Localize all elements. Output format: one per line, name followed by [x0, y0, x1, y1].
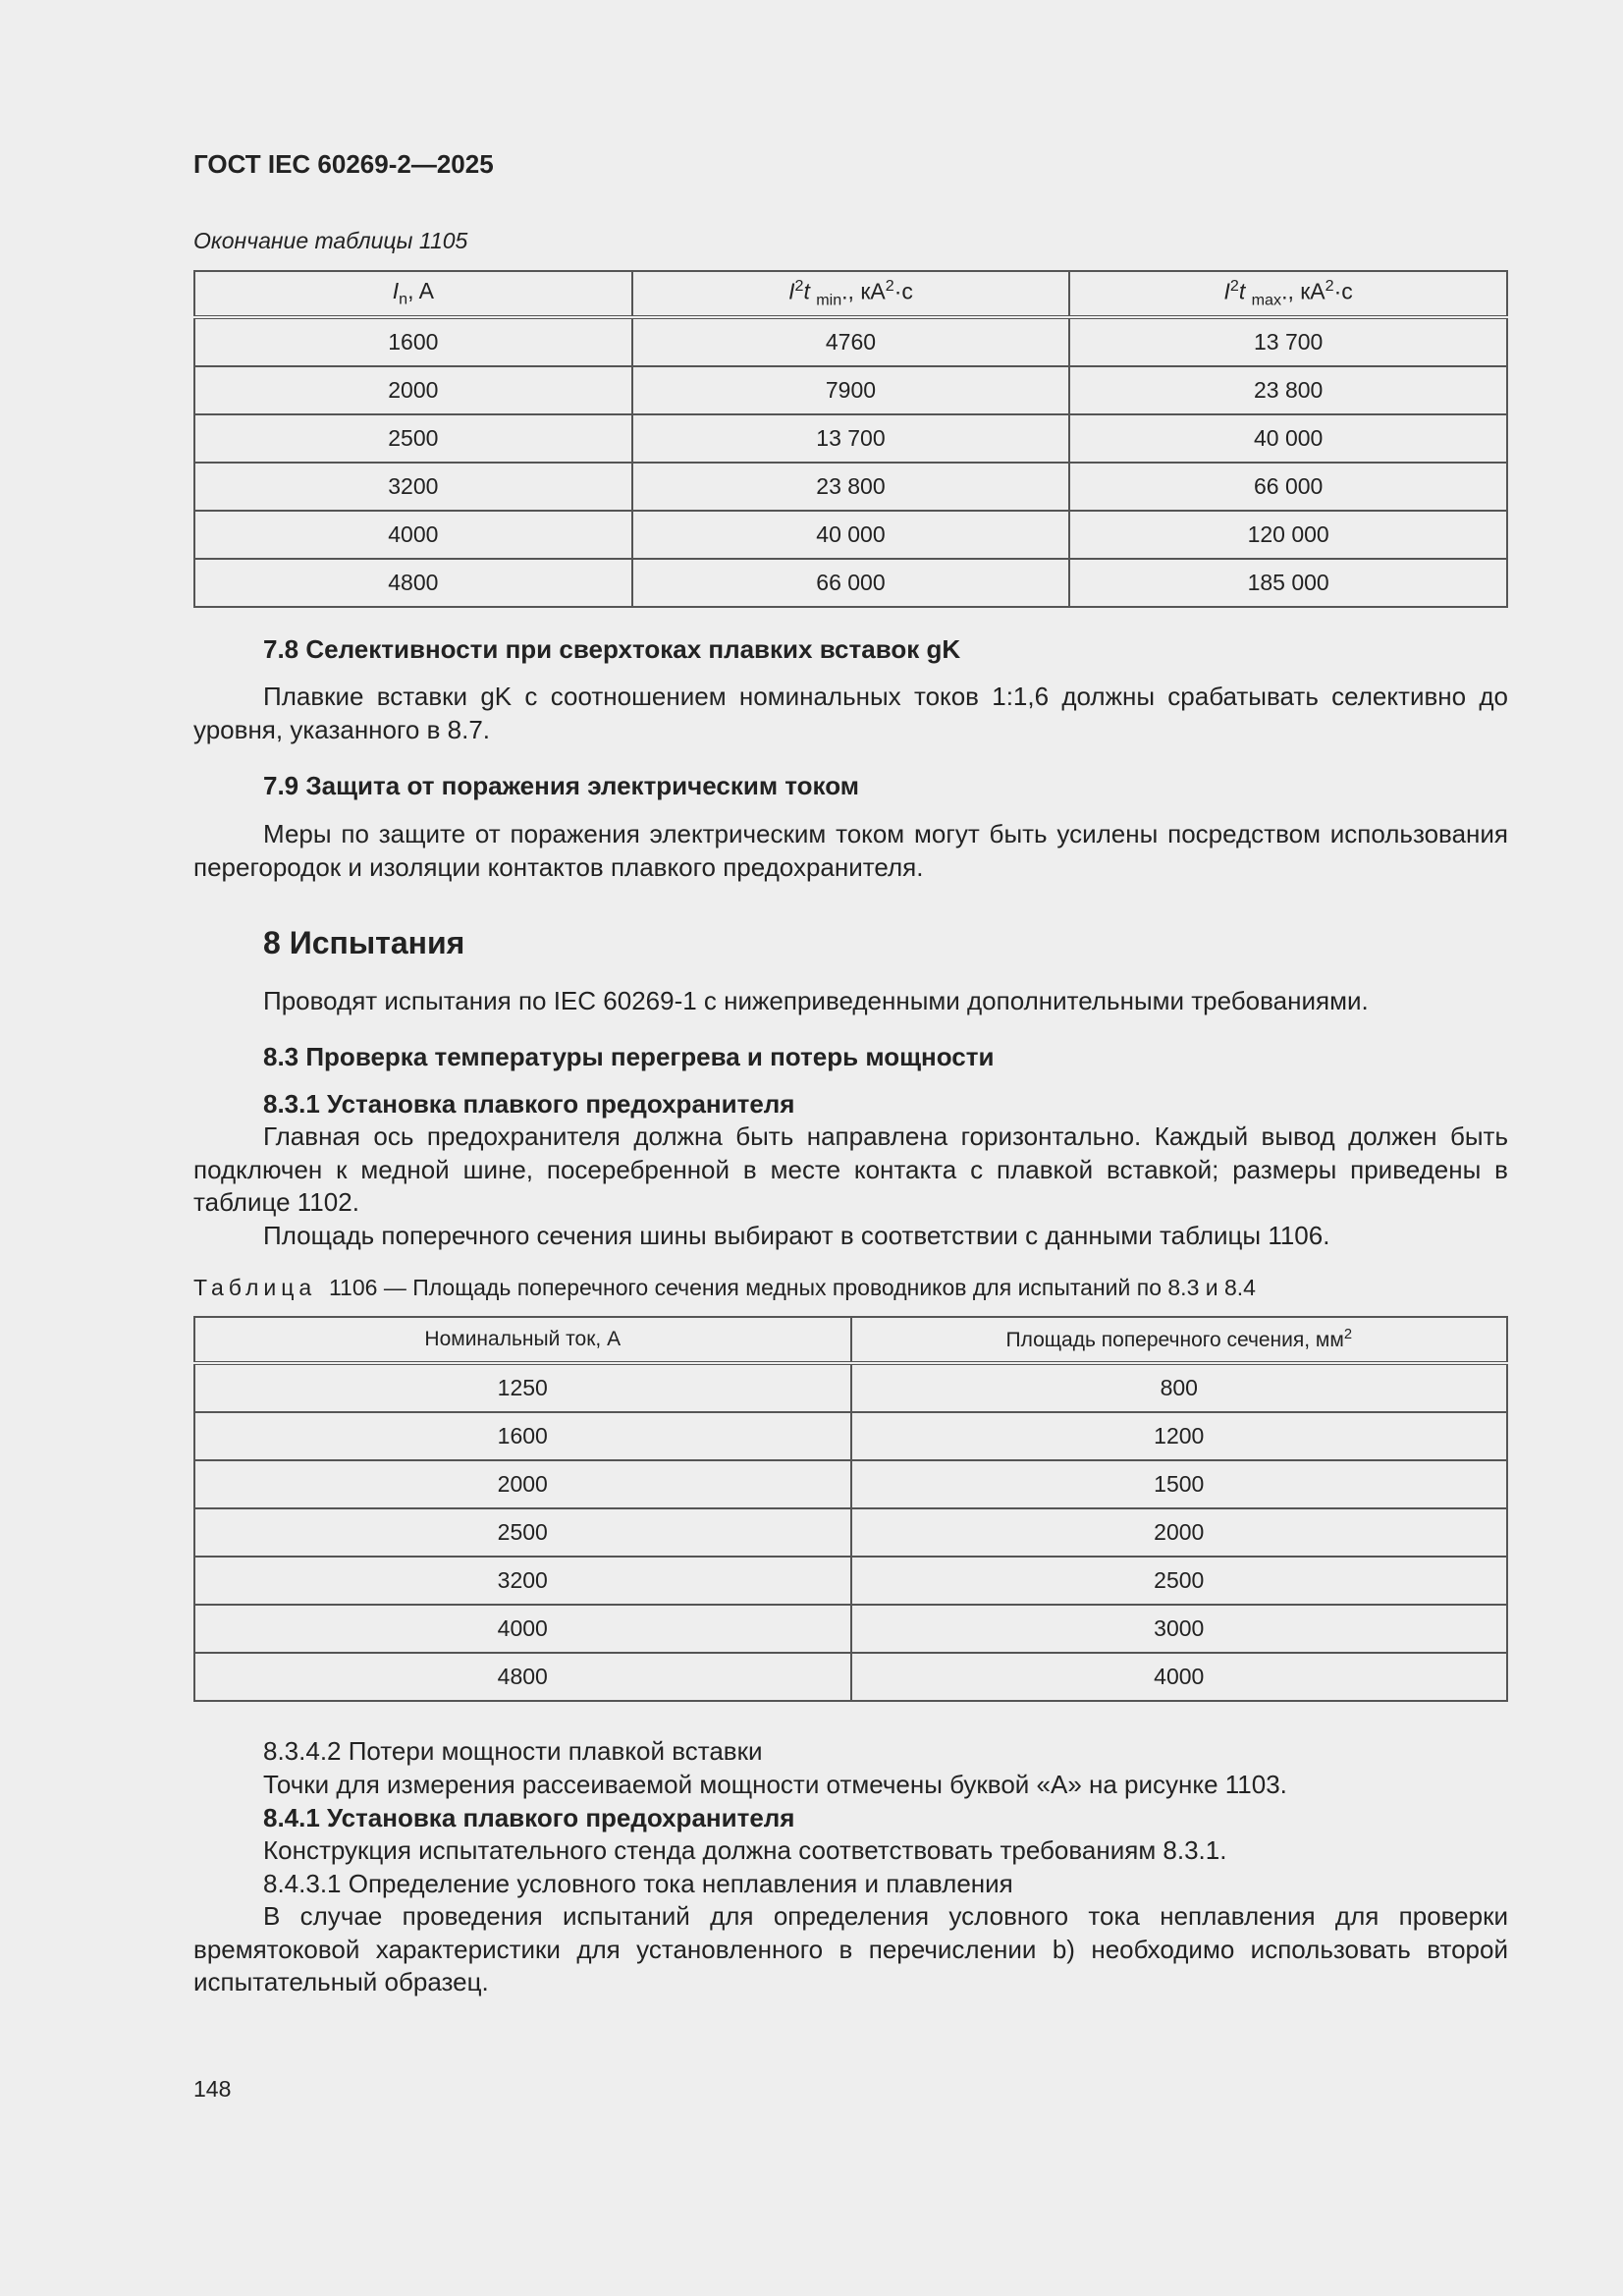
table-cell: 185 000 [1069, 559, 1507, 607]
table-continuation-caption: Окончание таблицы 1105 [193, 228, 468, 253]
section-7-9-text: Меры по защите от поражения электрическим током могут быть усилены посредством использования перегородок и изоляции контактов плавкого предохранителя. [193, 819, 1508, 882]
table-cell: 4000 [851, 1653, 1508, 1701]
table-row [194, 414, 1507, 463]
table-cell: 23 800 [632, 463, 1070, 511]
table-cell: 1600 [194, 317, 632, 366]
table-1106-title: Таблица 1106 — Площадь поперечного сечения медных проводников для испытаний по 8.3 и 8.4 [193, 1275, 1256, 1300]
document-header: ГОСТ IEC 60269-2—2025 [193, 149, 494, 179]
table-cell: 40 000 [632, 511, 1070, 559]
table-cell: 2000 [851, 1508, 1508, 1557]
table-row [194, 1412, 1507, 1460]
col-header-current: Номинальный ток, А [194, 1317, 851, 1363]
section-8-3-1-text-2: Площадь поперечного сечения шины выбирают в соответствии с данными таблицы 1106. [263, 1221, 1330, 1250]
col-header-area: Площадь поперечного сечения, $мм^2$ [851, 1317, 1508, 1363]
table-cell: 4800 [194, 1653, 851, 1701]
table-cell: 7900 [632, 366, 1070, 414]
section-8-heading: 8 Испытания [263, 925, 465, 960]
section-8-4-1-heading: 8.4.1 Установка плавкого предохранителя [263, 1803, 795, 1832]
table-cell: 40 000 [1069, 414, 1507, 463]
section-7-8-heading: 7.8 Селективности при сверхтоках плавких вставок gK [263, 634, 961, 664]
table-row [194, 1508, 1507, 1557]
page-number: 148 [193, 2076, 232, 2102]
table-header-row [194, 271, 1507, 317]
section-8-3-1-heading: 8.3.1 Установка плавкого предохранителя [263, 1089, 795, 1119]
section-8-text: Проводят испытания по IEC 60269-1 с нижеприведенными дополнительными требованиями. [263, 986, 1369, 1015]
table-cell: 66 000 [1069, 463, 1507, 511]
table-row [194, 559, 1507, 607]
col-header-i2t-min: $I^2t$ $_{min}$., $кА^2\cdot с$ [632, 271, 1070, 317]
table-cell: 2000 [194, 366, 632, 414]
table-1106 [193, 1316, 1508, 1702]
table-cell: 2500 [851, 1557, 1508, 1605]
table-cell: 2500 [194, 1508, 851, 1557]
section-7-8-text: Плавкие вставки gK с соотношением номинальных токов 1:1,6 должны срабатывать селективно до уровня, указанного в 8.7. [193, 682, 1508, 744]
section-8-3-4-2-heading: 8.3.4.2 Потери мощности плавкой вставки [263, 1736, 763, 1766]
table-row [194, 1363, 1507, 1412]
table-cell: 4000 [194, 1605, 851, 1653]
table-cell: 120 000 [1069, 511, 1507, 559]
col-header-i2t-max: $I^2t$ $_{max}$., $кА^2\cdot с$ [1069, 271, 1507, 317]
table-cell: 23 800 [1069, 366, 1507, 414]
table-cell: 1600 [194, 1412, 851, 1460]
table-cell: 2000 [194, 1460, 851, 1508]
col-header-in: $I_n$, A [194, 271, 632, 317]
table-row [194, 1460, 1507, 1508]
table-cell: 66 000 [632, 559, 1070, 607]
table-cell: 3000 [851, 1605, 1508, 1653]
table-cell: 800 [851, 1363, 1508, 1412]
table-cell: 13 700 [632, 414, 1070, 463]
table-cell: 4760 [632, 317, 1070, 366]
table-cell: 1250 [194, 1363, 851, 1412]
section-8-3-1-text: Главная ось предохранителя должна быть направлена горизонтально. Каждый вывод должен быть подключен к медной шине, посеребренной в месте контакта с плавкой вставкой; размеры приведены в таблице 1102. [193, 1121, 1508, 1217]
table-cell: 4800 [194, 559, 632, 607]
table-cell: 4000 [194, 511, 632, 559]
section-7-9-heading: 7.9 Защита от поражения электрическим током [263, 771, 860, 800]
table-cell: 2500 [194, 414, 632, 463]
table-row [194, 511, 1507, 559]
table-row [194, 1557, 1507, 1605]
table-cell: 13 700 [1069, 317, 1507, 366]
table-row [194, 1605, 1507, 1653]
section-8-4-1-text: Конструкция испытательного стенда должна соответствовать требованиям 8.3.1. [263, 1835, 1227, 1865]
table-row [194, 1653, 1507, 1701]
section-8-3-4-2-text: Точки для измерения рассеиваемой мощности отмечены буквой «А» на рисунке 1103. [263, 1770, 1287, 1799]
section-8-4-3-1-text: В случае проведения испытаний для определения условного тока неплавления для проверки времятоковой характеристики для установленного в перечислении b) необходимо использовать второй испытательный образец. [193, 1901, 1508, 1996]
table-cell: 1500 [851, 1460, 1508, 1508]
table-row [194, 366, 1507, 414]
table-row [194, 317, 1507, 366]
table-header-row [194, 1317, 1507, 1363]
table-cell: 1200 [851, 1412, 1508, 1460]
table-1105 [193, 270, 1508, 608]
section-8-3-heading: 8.3 Проверка температуры перегрева и потерь мощности [263, 1042, 995, 1071]
section-8-4-3-1-heading: 8.4.3.1 Определение условного тока неплавления и плавления [263, 1869, 1013, 1898]
table-cell: 3200 [194, 1557, 851, 1605]
table-cell: 3200 [194, 463, 632, 511]
table-row [194, 463, 1507, 511]
